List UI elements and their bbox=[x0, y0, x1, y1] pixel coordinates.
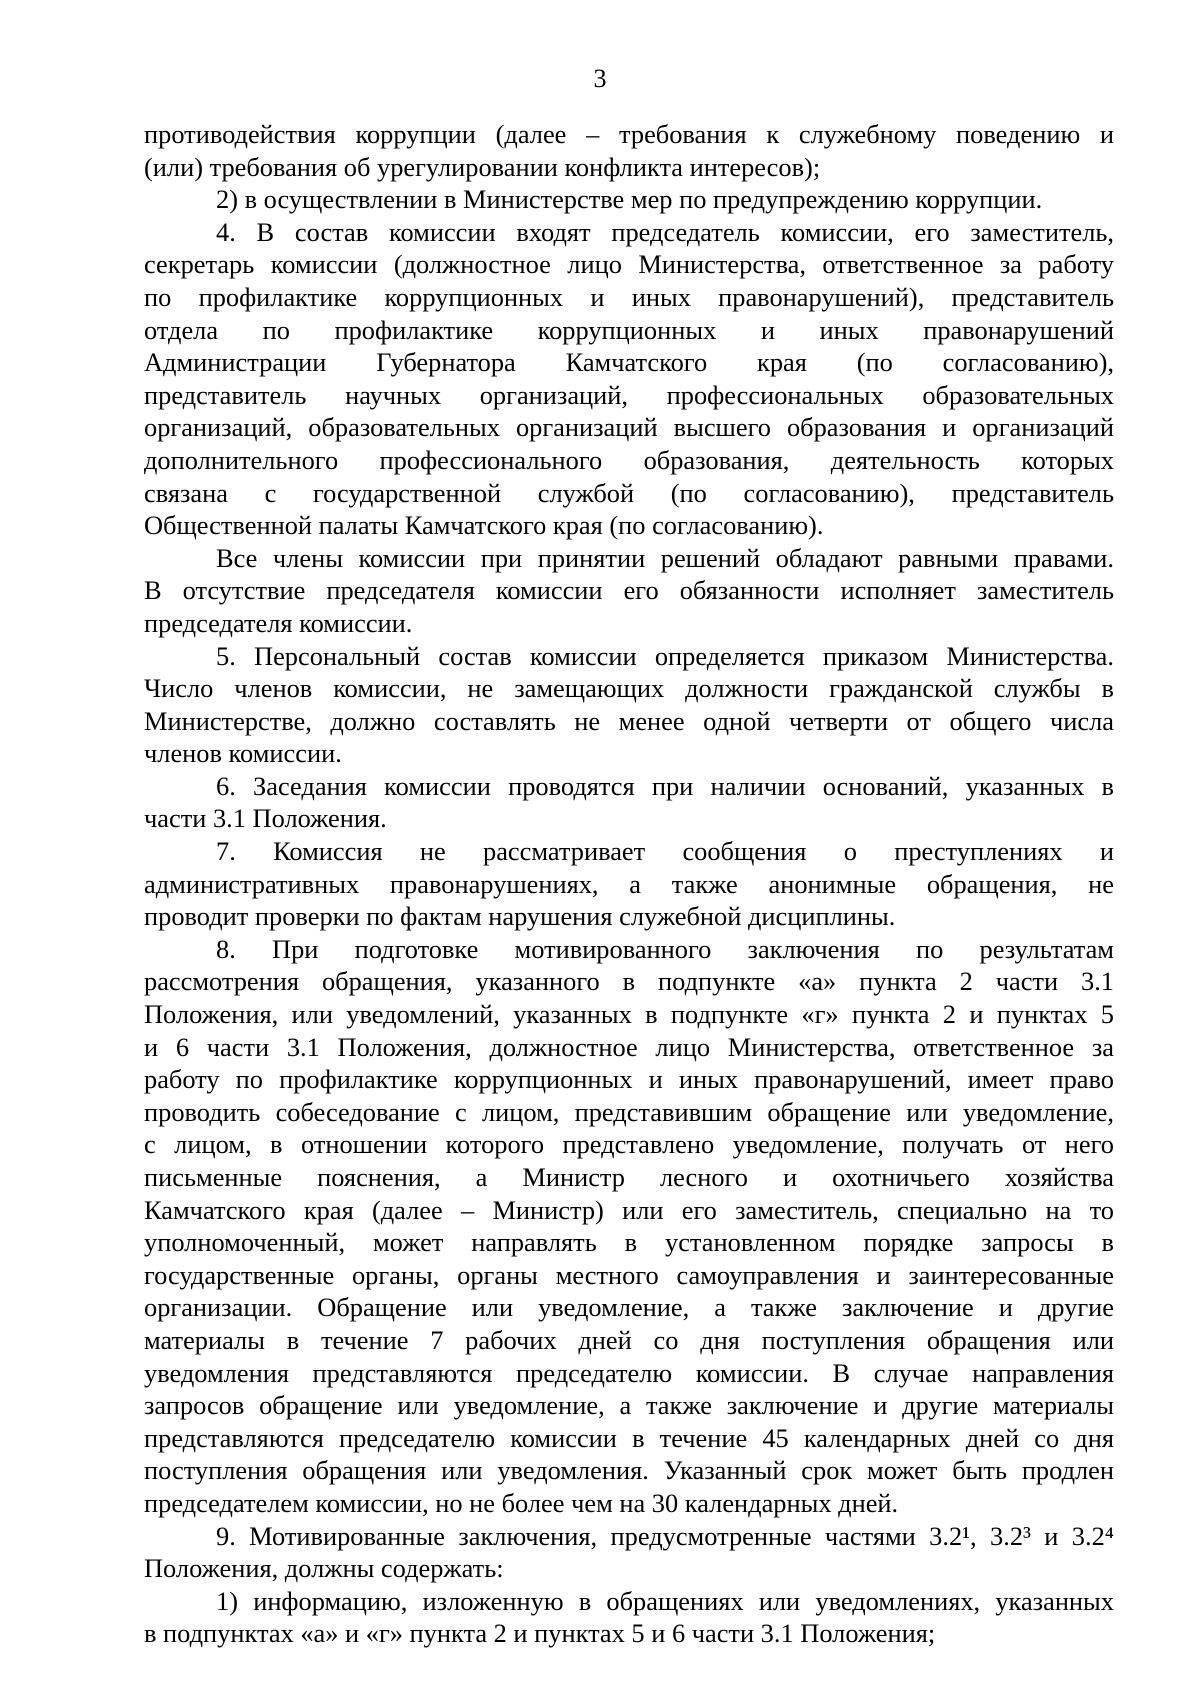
page-number: 3 bbox=[593, 64, 607, 93]
text-line: представляются председателю комиссии в течение 45 календарных дней со дня bbox=[144, 1422, 1114, 1453]
text-line: 5. Персональный состав комиссии определяется приказом Министерства. bbox=[216, 640, 1114, 671]
text-line: Положения, должны содержать: bbox=[144, 1553, 504, 1584]
text-line: работу по профилактике коррупционных и иных правонарушений, имеет право bbox=[144, 1064, 1114, 1095]
text-line: председателем комиссии, но не более чем на 30 календарных дней. bbox=[144, 1487, 899, 1518]
text-line: государственные органы, органы местного самоуправления и заинтересованные bbox=[144, 1259, 1114, 1290]
text-line: поступления обращения или уведомления. Указанный срок может быть продлен bbox=[144, 1455, 1114, 1486]
text-line: членов комиссии. bbox=[144, 738, 342, 769]
text-line: (или) требования об урегулировании конфликта интересов); bbox=[144, 151, 821, 182]
text-line: представитель научных организаций, профессиональных образовательных bbox=[144, 379, 1114, 410]
text-line: уполномоченный, может направлять в установленном порядке запросы в bbox=[144, 1227, 1114, 1258]
text-line: Все члены комиссии при принятии решений обладают равными правами. bbox=[216, 542, 1114, 573]
text-line: письменные пояснения, а Министр лесного и охотничьего хозяйства bbox=[144, 1162, 1114, 1192]
text-line: председателя комиссии. bbox=[144, 607, 413, 638]
text-line: по профилактике коррупционных и иных правонарушений), представитель bbox=[144, 281, 1114, 312]
text-line: Число членов комиссии, не замещающих должности гражданской службы в bbox=[144, 673, 1114, 704]
text-line: проводит проверки по фактам нарушения служебной дисциплины. bbox=[144, 901, 896, 932]
text-line: 9. Мотивированные заключения, предусмотренные частями 3.2¹, 3.2³ и 3.2⁴ bbox=[216, 1520, 1114, 1551]
text-line: 8. При подготовке мотивированного заключения по результатам bbox=[216, 933, 1114, 964]
text-line: 1) информацию, изложенную в обращениях или уведомлениях, указанных bbox=[216, 1585, 1114, 1616]
text-line: проводить собеседование с лицом, представившим обращение или уведомление, bbox=[144, 1096, 1114, 1127]
text-line: уведомления представляются председателю комиссии. В случае направления bbox=[144, 1357, 1114, 1388]
text-line: противодействия коррупции (далее – требования к служебному поведению и bbox=[144, 119, 1114, 149]
text-line: В отсутствие председателя комиссии его обязанности исполняет заместитель bbox=[144, 575, 1114, 606]
text-line: материалы в течение 7 рабочих дней со дня поступления обращения или bbox=[144, 1324, 1114, 1355]
text-line: с лицом, в отношении которого представлено уведомление, получать от него bbox=[144, 1129, 1114, 1160]
text-line: запросов обращение или уведомление, а также заключение и другие материалы bbox=[144, 1390, 1114, 1421]
text-line: 7. Комиссия не рассматривает сообщения о преступлениях и bbox=[216, 836, 1114, 867]
text-line: отдела по профилактике коррупционных и иных правонарушений bbox=[144, 314, 1114, 345]
text-line: секретарь комиссии (должностное лицо Министерства, ответственное за работу bbox=[144, 249, 1114, 280]
text-line: рассмотрения обращения, указанного в подпункте «а» пункта 2 части 3.1 bbox=[144, 966, 1114, 997]
text-line: связана с государственной службой (по согласованию), представитель bbox=[144, 477, 1114, 508]
text-line: административных правонарушениях, а также анонимные обращения, не bbox=[144, 868, 1114, 899]
text-line: части 3.1 Положения. bbox=[144, 803, 387, 834]
text-line: 6. Заседания комиссии проводятся при наличии оснований, указанных в bbox=[216, 770, 1114, 801]
text-line: дополнительного профессионального образования, деятельность которых bbox=[144, 444, 1114, 475]
text-line: Общественной палаты Камчатского края (по согласованию). bbox=[144, 510, 824, 541]
document-body bbox=[144, 118, 1114, 1650]
text-line: Положения, или уведомлений, указанных в подпункте «г» пункта 2 и пунктах 5 bbox=[144, 999, 1114, 1030]
text-line: 4. В состав комиссии входят председатель комиссии, его заместитель, bbox=[216, 216, 1114, 247]
text-line: в подпунктах «а» и «г» пункта 2 и пунктах 5 и 6 части 3.1 Положения; bbox=[144, 1618, 936, 1649]
text-line: организаций, образовательных организаций высшего образования и организаций bbox=[144, 412, 1114, 443]
text-line: 2) в осуществлении в Министерстве мер по предупреждению коррупции. bbox=[216, 184, 1043, 215]
text-line: Камчатского края (далее – Министр) или его заместитель, специально на то bbox=[144, 1194, 1114, 1225]
text-line: организации. Обращение или уведомление, а также заключение и другие bbox=[144, 1292, 1114, 1323]
text-line: и 6 части 3.1 Положения, должностное лицо Министерства, ответственное за bbox=[144, 1031, 1114, 1062]
text-line: Министерстве, должно составлять не менее одной четверти от общего числа bbox=[144, 705, 1114, 736]
text-line: Администрации Губернатора Камчатского края (по согласованию), bbox=[144, 347, 1114, 378]
